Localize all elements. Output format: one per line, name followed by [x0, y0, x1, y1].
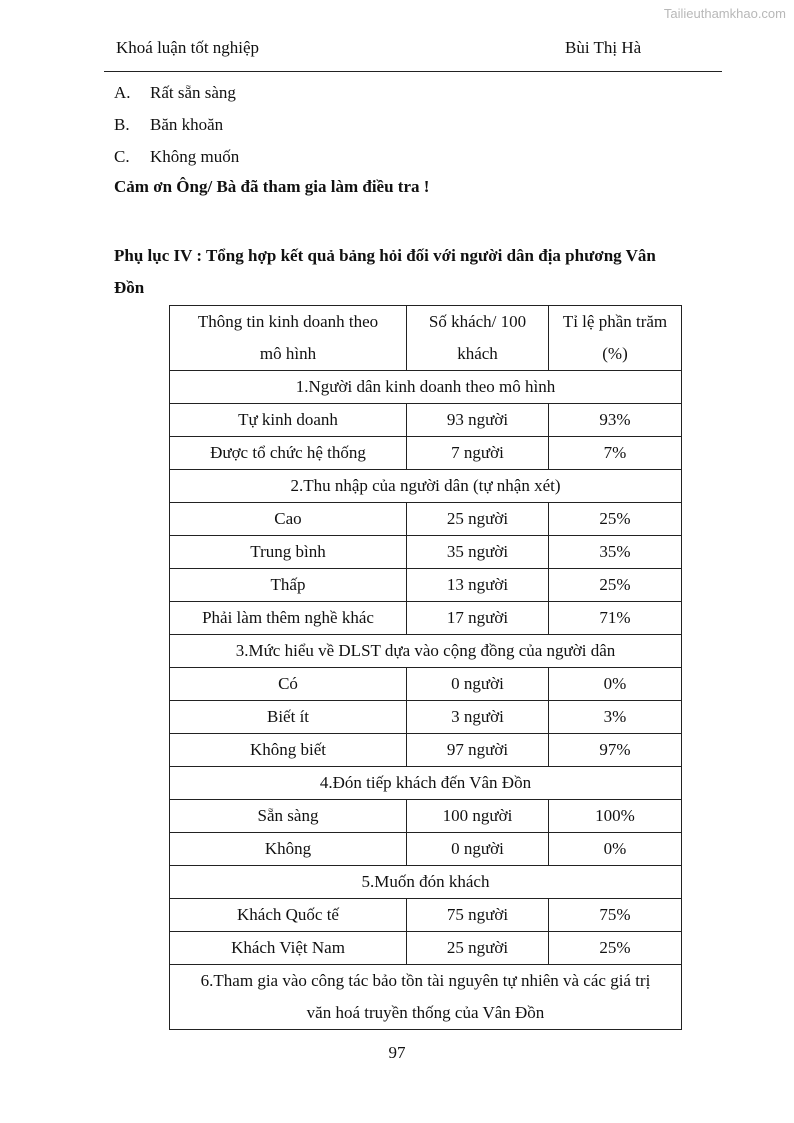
header-author-name: Bùi Thị Hà [565, 38, 642, 57]
header-thesis-label: Khoá luận tốt nghiệp [116, 38, 260, 57]
row-percent: 7% [549, 437, 682, 470]
row-label: Sẵn sàng [170, 800, 407, 833]
table-row [170, 536, 682, 569]
answer-option [114, 113, 239, 145]
option-text: Không muốn [150, 147, 240, 166]
row-label: Phải làm thêm nghề khác [170, 602, 407, 635]
table-row [170, 734, 682, 767]
row-percent: 35% [549, 536, 682, 569]
table-row [170, 503, 682, 536]
option-letter: B. [114, 115, 130, 134]
row-label: Khách Việt Nam [170, 932, 407, 965]
option-letter: C. [114, 147, 130, 166]
header-cell-count [407, 306, 549, 371]
survey-results-table [169, 305, 682, 1030]
row-percent: 75% [549, 899, 682, 932]
option-text: Băn khoăn [150, 115, 224, 134]
row-count: 0 người [407, 668, 549, 701]
table-row [170, 569, 682, 602]
row-count: 17 người [407, 602, 549, 635]
row-count: 0 người [407, 833, 549, 866]
appendix-title-line: Đồn [114, 278, 145, 297]
section-row [170, 866, 682, 899]
section-title-line: 6.Tham gia vào công tác bảo tồn tài nguyên tự nhiên và các giá trị [200, 971, 651, 990]
row-count: 97 người [407, 734, 549, 767]
header-cell-line: Số khách/ 100 [428, 312, 527, 331]
row-label: Trung bình [170, 536, 407, 569]
page-number: 97 [388, 1043, 406, 1062]
header-cell-line: khách [457, 344, 498, 363]
table-row [170, 437, 682, 470]
table-row [170, 701, 682, 734]
row-count: 25 người [407, 932, 549, 965]
header-cell-info [170, 306, 407, 371]
row-percent: 0% [549, 668, 682, 701]
appendix-title-line: Phụ lục IV : Tổng hợp kết quả bảng hỏi đối với người dân địa phương Vân [114, 246, 656, 265]
section-title: 2.Thu nhập của người dân (tự nhận xét) [170, 470, 682, 503]
row-percent: 97% [549, 734, 682, 767]
watermark: Tailieuthamkhao.com [663, 6, 786, 21]
row-label: Không [170, 833, 407, 866]
header-cell-line: Tỉ lệ phần trăm [562, 312, 668, 331]
thank-you-note: Cảm ơn Ông/ Bà đã tham gia làm điều tra ! [114, 177, 430, 196]
option-text: Rất sẵn sàng [150, 83, 236, 102]
row-count: 3 người [407, 701, 549, 734]
table-header-row [170, 306, 682, 371]
row-label: Không biết [170, 734, 407, 767]
row-label: Thấp [170, 569, 407, 602]
section-row [170, 767, 682, 800]
answer-option [114, 145, 239, 177]
row-label: Khách Quốc tế [170, 899, 407, 932]
header-cell-line: Thông tin kinh doanh theo [197, 312, 379, 331]
header-cell-line: (%) [602, 344, 628, 363]
row-label: Cao [170, 503, 407, 536]
table-row [170, 668, 682, 701]
row-count: 25 người [407, 503, 549, 536]
table-row [170, 833, 682, 866]
answer-option [114, 81, 239, 113]
table-row [170, 899, 682, 932]
row-percent: 93% [549, 404, 682, 437]
section-title: 1.Người dân kinh doanh theo mô hình [170, 371, 682, 404]
section-row [170, 371, 682, 404]
section-row [170, 965, 682, 1030]
header-cell-line: mô hình [259, 344, 317, 363]
appendix-title [114, 240, 724, 304]
row-count: 100 người [407, 800, 549, 833]
table-row [170, 800, 682, 833]
row-count: 7 người [407, 437, 549, 470]
table-row [170, 602, 682, 635]
section-title [170, 965, 682, 1030]
header-cell-percent [549, 306, 682, 371]
table-row [170, 932, 682, 965]
row-label: Tự kinh doanh [170, 404, 407, 437]
row-label: Biết ít [170, 701, 407, 734]
row-percent: 3% [549, 701, 682, 734]
section-title: 5.Muốn đón khách [170, 866, 682, 899]
row-percent: 25% [549, 569, 682, 602]
section-row [170, 635, 682, 668]
row-label: Được tổ chức hệ thống [170, 437, 407, 470]
row-percent: 25% [549, 932, 682, 965]
section-title: 3.Mức hiểu về DLST dựa vào cộng đồng của người dân [170, 635, 682, 668]
section-title-line: văn hoá truyền thống của Vân Đồn [306, 1003, 545, 1022]
row-count: 35 người [407, 536, 549, 569]
option-letter: A. [114, 83, 131, 102]
row-label: Có [170, 668, 407, 701]
row-percent: 100% [549, 800, 682, 833]
section-row [170, 470, 682, 503]
row-count: 75 người [407, 899, 549, 932]
row-count: 93 người [407, 404, 549, 437]
row-percent: 0% [549, 833, 682, 866]
row-percent: 71% [549, 602, 682, 635]
section-title: 4.Đón tiếp khách đến Vân Đồn [170, 767, 682, 800]
table-row [170, 404, 682, 437]
row-percent: 25% [549, 503, 682, 536]
answer-options [114, 81, 239, 177]
row-count: 13 người [407, 569, 549, 602]
header-divider [104, 71, 722, 72]
